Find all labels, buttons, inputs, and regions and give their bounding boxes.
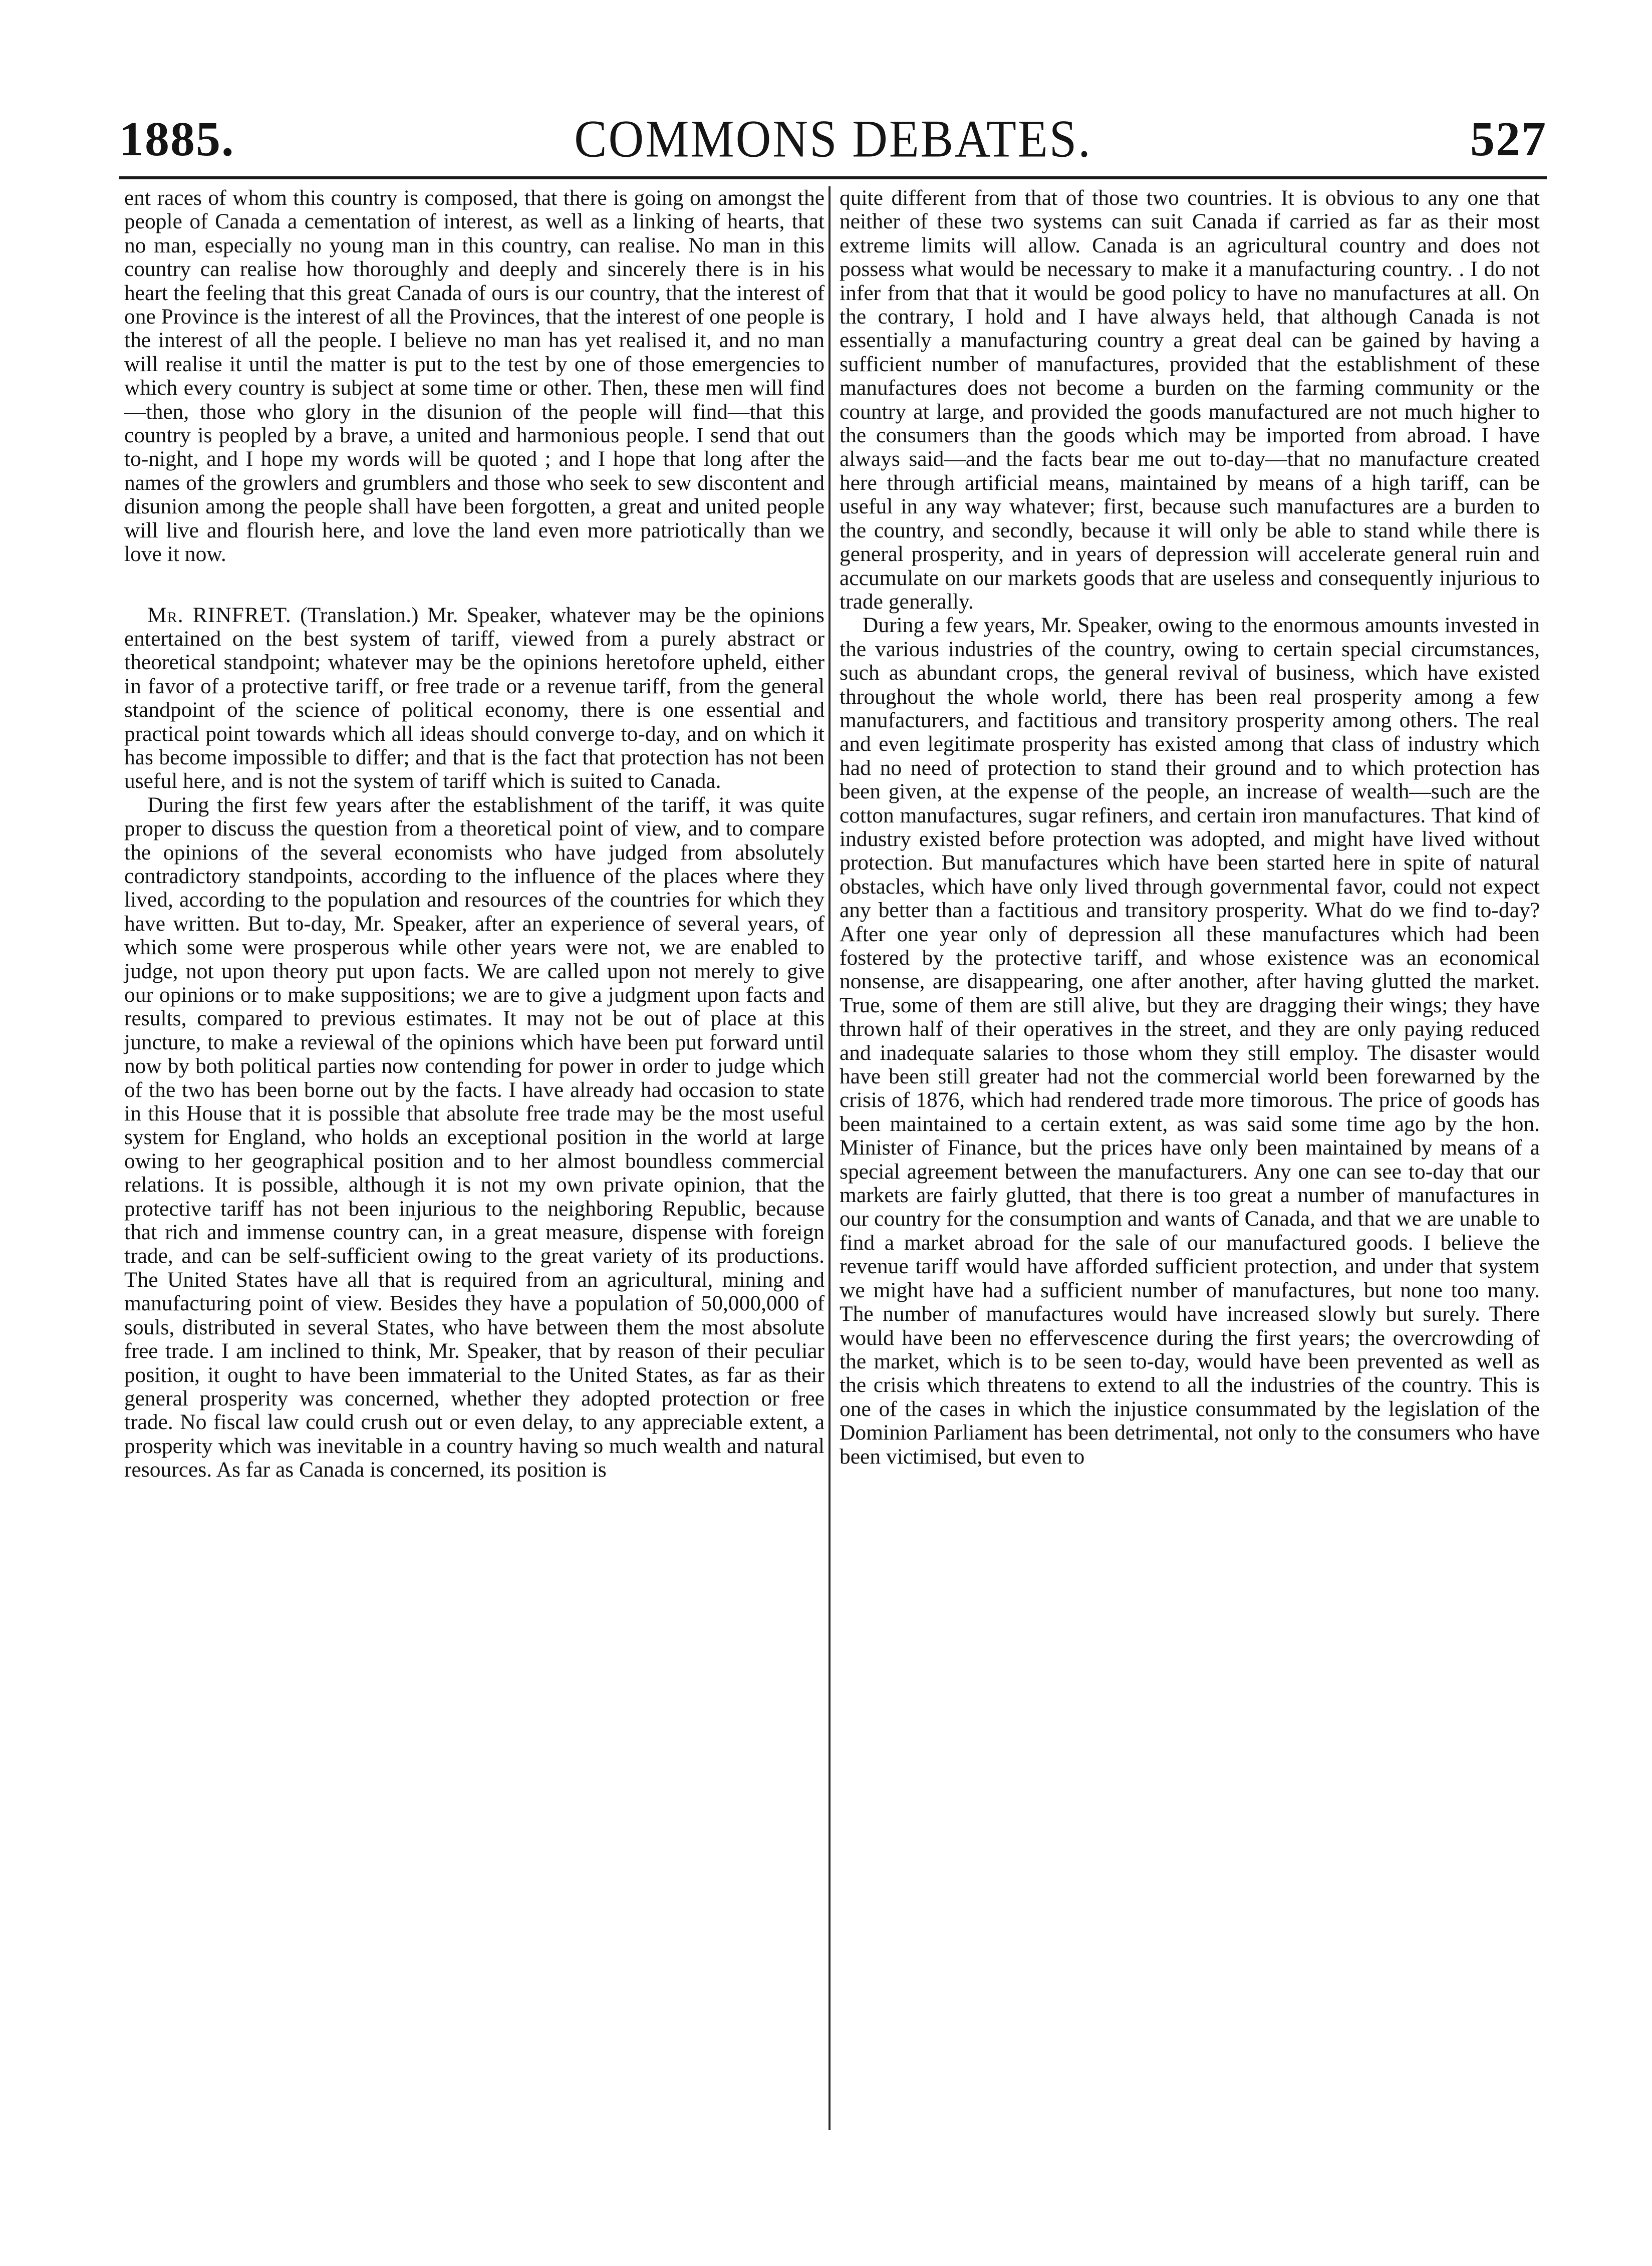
- header-rule: [119, 176, 1547, 179]
- header-year: 1885.: [119, 112, 235, 166]
- left-paragraph-2: [124, 604, 824, 793]
- right-paragraph-1: quite different from that of those two countries. It is obvious to any one that neither of these two systems can suit Canada if carried as far as their most extreme limits will allow. Canada is an agricultural country and does not possess what would be necessary to make it a manufacturing country. . I do not infer from that that it would be good policy to have no manufactures at all. On the contrary, I hold and I have always held, that although Canada is not essentially a manufacturing country a great deal can be gained by having a sufficient number of manufactures, provided that the establishment of these manufactures does not become a burden on the farming community or the country at large, and provided the goods manufactured are not much higher to the consumers than the goods which may be imported from abroad. I have always said—and the facts bear me out to-day—that no manufacture created here through artificial means, maintained by means of a high tariff, can be useful in any way whatever; first, because such manufactures are a burden to the country, and secondly, because it will only be able to stand while there is general prosperity, and in years of depression will accelerate general ruin and accumulate on our markets goods that are useless and consequently injurious to trade generally.: [840, 186, 1540, 614]
- left-paragraph-2-text: (Translation.) Mr. Speaker, whatever may be the opinions entertained on the best system of tariff, viewed from a purely abstract or theoretical standpoint; whatever may be the opinions heretofore upheld, either in favor of a protective tariff, or free trade or a revenue tariff, from the general standpoint of the science of political economy, there is one essential and practical point towards which all ideas should converge to-day, and on which it has become impossible to differ; and that is the fact that protection has not been useful here, and is not the system of tariff which is suited to Canada.: [124, 603, 824, 793]
- right-paragraph-2: During a few years, Mr. Speaker, owing to the enormous amounts invested in the various industries of the country, owing to certain special circumstances, such as abundant crops, the general revival of business, which have existed throughout the whole world, there has been real prosperity among a few manufacturers, and factitious and transitory prosperity among others. The real and even legitimate prosperity has existed among that class of industry which had no need of protection to stand their ground and to which protection has been given, at the expense of the people, an increase of wealth—such are the cotton manufactures, sugar refiners, and certain iron manufactures. That kind of industry existed before protection was adopted, and might have lived without protection. But manufactures which have been started here in spite of natural obstacles, which have only lived through governmental favor, could not expect any better than a factitious and transitory prosperity. What do we find to-day? After one year only of depression all these manufactures which had been fostered by the protective tariff, and whose existence was an economical nonsense, are disappearing, one after another, after having glutted the market. True, some of them are still alive, but they are dragging their wings; they have thrown half of their operatives in the street, and they are only paying reduced and inadequate salaries to those whom they still employ. The disaster would have been still greater had not the commercial world been forewarned by the crisis of 1876, which had rendered trade more timorous. The price of goods has been maintained to a certain extent, as was said some time ago by the hon. Minister of Finance, but the prices have only been maintained by means of a special agreement between the manufacturers. Any one can see to-day that our markets are fairly glutted, that there is too great a number of manufactures in our country for the consumption and wants of Canada, and that we are unable to find a market abroad for the sale of our manufactured goods. I believe the revenue tariff would have afforded sufficient protection, and under that system we might have had a sufficient number of manufactures, but none too many. The number of manufactures would have increased slowly but surely. There would have been no effervescence during the first years; the overcrowding of the market, which is to be seen to-day, would have been prevented as well as the crisis which threatens to extend to all the industries of the country. This is one of the cases in which the injustice consummated by the legislation of the Dominion Parliament has been detrimental, not only to the consumers who have been victimised, but even to: [840, 613, 1540, 1469]
- header-page-number: 527: [1470, 112, 1547, 166]
- header-title: COMMONS DEBATES.: [574, 110, 1092, 169]
- left-column: [124, 186, 824, 1482]
- speaker-name: Mr. RINFRET.: [147, 603, 292, 627]
- left-paragraph-3: During the first few years after the establishment of the tariff, it was quite proper to discuss the question from a theoretical point of view, and to compare the opinions of the several economists who have judged from absolutely contradictory standpoints, according to the influence of the places where they lived, according to the population and resources of the countries for which they have written. But to-day, Mr. Speaker, after an experience of several years, of which some were prosperous while other years were not, we are enabled to judge, not upon theory put upon facts. We are called upon not merely to give our opinions or to make suppositions; we are to give a judgment upon facts and results, compared to previous estimates. It may not be out of place at this juncture, to make a reviewal of the opinions which have been put forward until now by both political parties now contending for power in order to judge which of the two has been borne out by the facts. I have already had occasion to state in this House that it is possible that absolute free trade may be the most useful system for England, who holds an exceptional position in the world at large owing to her geographical position and to her almost boundless commercial relations. It is possible, although it is not my own private opinion, that the protective tariff has not been injurious to the neighboring Republic, because that rich and immense country can, in a great measure, dispense with foreign trade, and can be self-sufficient owing to the great variety of its productions. The United States have all that is required from an agricultural, mining and manufacturing point of view. Besides they have a population of 50,000,000 of souls, distributed in several States, who have between them the most absolute free trade. I am inclined to think, Mr. Speaker, that by reason of their peculiar position, it ought to have been immaterial to the United States, as far as their general prosperity was concerned, whether they adopted protection or free trade. No fiscal law could crush out or even delay, to any appreciable extent, a prosperity which was inevitable in a country having so much wealth and natural resources. As far as Canada is concerned, its position is: [124, 792, 824, 1482]
- page-header: [119, 106, 1547, 171]
- column-divider: [829, 186, 831, 2130]
- left-paragraph-1: ent races of whom this country is composed, that there is going on amongst the people of Canada a cementation of interest, as well as a linking of hearts, that no man, especially no young man in this country, can realise. No man in this country can realise how thoroughly and deeply and sincerely there is in his heart the feeling that this great Canada of ours is our country, that the interest of one Province is the interest of all the Provinces, that the interest of one people is the interest of all the people. I believe no man has yet realised it, and no man will realise it until the matter is put to the test by one of those emergencies to which every country is subject at some time or other. Then, these men will find—then, those who glory in the disunion of the people will find—that this country is peopled by a brave, a united and harmonious people. I send that out to-night, and I hope my words will be quoted ; and I hope that long after the names of the growlers and grumblers and those who seek to sew discontent and disunion among the people shall have been forgotten, a great and united people will live and flourish here, and love the land even more patriotically than we love it now.: [124, 186, 824, 566]
- right-column: [840, 186, 1540, 1469]
